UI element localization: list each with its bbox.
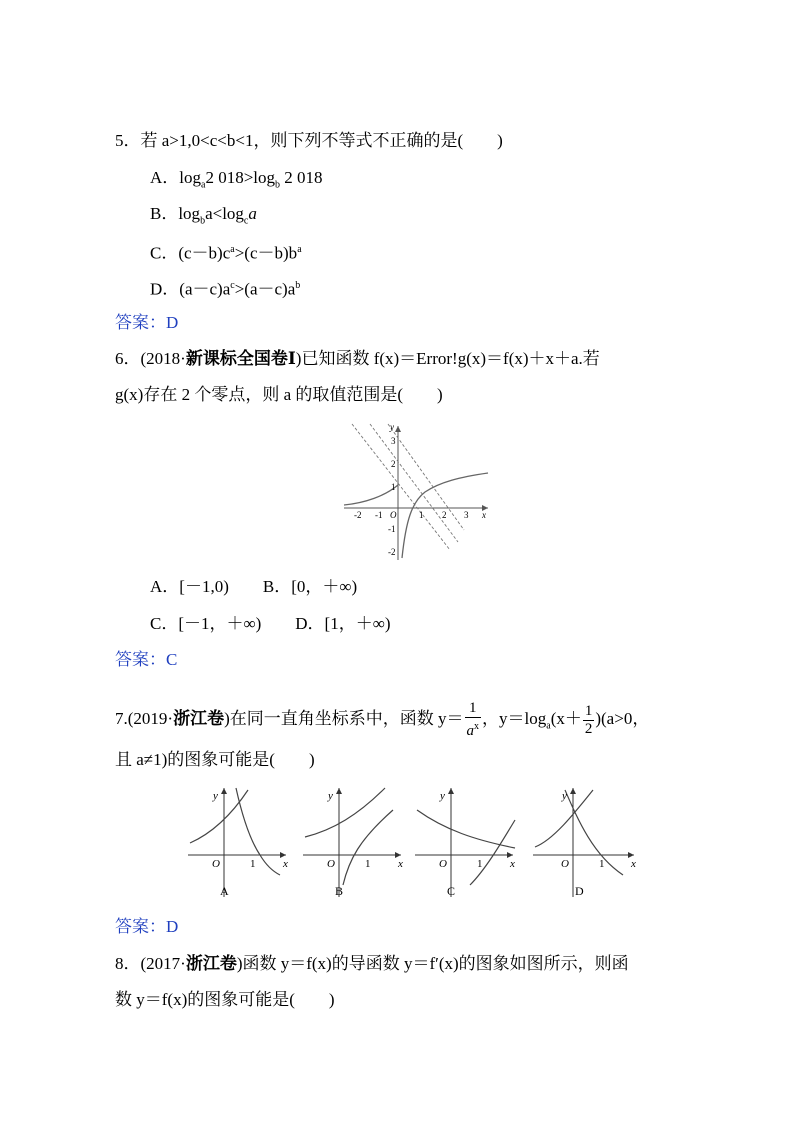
q5-option-d: D．$(a-c)a^c>(a-c)a^b$	[150, 279, 301, 299]
svg-text:O: O	[439, 858, 447, 870]
q5-answer: 答案：D	[115, 313, 179, 332]
q8-stem-line2: 数 y＝f(x)的图象可能是( )	[115, 990, 335, 1009]
q7-stem-line2: 且 a≠1)的图象可能是( )	[115, 750, 315, 769]
fraction-1-over-2: $\frac{1}{2}$	[584, 702, 593, 737]
y-tick-neg2: -2	[388, 547, 396, 557]
svg-text:A: A	[220, 884, 229, 898]
svg-text:x: x	[283, 858, 288, 870]
q6-stem-line1: 6．(2018·新课标全国卷Ⅰ)已知函数 f(x)＝Error!g(x)＝f(x)＋x＋a.若	[115, 349, 600, 368]
q5-option-c: C．$(c-b)c^a>(c-b)b^a$	[150, 243, 302, 263]
y-tick-neg1: -1	[388, 524, 396, 534]
q7-panel-d	[533, 785, 641, 900]
svg-text:B: B	[335, 884, 344, 898]
svg-text:y: y	[440, 790, 445, 802]
q5-option-a: A．$\log_a2$ $018>\log_b$ 2 018	[150, 168, 323, 191]
q6-options-cd: C．[－1，＋∞) D．[1，＋∞)	[150, 614, 391, 633]
svg-text:y: y	[328, 790, 333, 802]
q5-option-b: B．$\log_ba<\log_ca$	[150, 204, 257, 227]
y-tick-1: 1	[391, 482, 396, 492]
x-tick-2: 2	[442, 510, 447, 520]
q6-function-graph	[340, 420, 495, 565]
x-tick-3: 3	[464, 510, 469, 520]
q8-stem-line1: 8．(2017·浙江卷)函数 y＝f(x)的导函数 y＝f′(x)的图象如图所示，则函	[115, 954, 629, 973]
svg-text:D: D	[575, 884, 584, 898]
svg-text:O: O	[561, 858, 569, 870]
q7-stem-line1: 7.(2019·浙江卷)在同一直角坐标系中，函数 y＝ $\frac{1}{a^x}$ ，$y=\log_a(x+$ $\frac{1}{2}$ )(a>0，	[115, 700, 650, 739]
q7-answer: 答案：D	[115, 917, 179, 936]
y-axis-label: y	[390, 422, 394, 432]
q5-stem: 5．若 a>1,0<c<b<1，则下列不等式不正确的是( )	[115, 131, 503, 150]
x-tick-neg2: -2	[354, 510, 362, 520]
svg-text:C: C	[447, 884, 456, 898]
x-axis-label: x	[482, 510, 486, 520]
origin-label: O	[390, 510, 397, 520]
q7-panel-a	[188, 785, 293, 900]
svg-text:y: y	[213, 790, 218, 802]
svg-text:O: O	[212, 858, 220, 870]
svg-text:O: O	[327, 858, 335, 870]
svg-text:1: 1	[365, 858, 371, 870]
svg-text:y: y	[562, 790, 567, 802]
fraction-1-over-a-x: $\frac{1}{a^x}$	[466, 700, 479, 739]
q7-panel-b	[303, 785, 408, 900]
svg-text:x: x	[398, 858, 403, 870]
svg-text:1: 1	[250, 858, 256, 870]
x-tick-neg1: -1	[375, 510, 383, 520]
q6-options-ab: A．[－1,0) B．[0，＋∞)	[150, 577, 358, 596]
svg-text:x: x	[631, 858, 636, 870]
y-tick-2: 2	[391, 459, 396, 469]
svg-text:x: x	[510, 858, 515, 870]
q7-panel-c	[415, 785, 520, 900]
svg-text:1: 1	[599, 858, 605, 870]
q6-answer: 答案：C	[115, 650, 178, 669]
dashed-line-3	[388, 424, 464, 530]
q6-stem-line2: g(x)存在 2 个零点，则 a 的取值范围是( )	[115, 385, 443, 404]
y-tick-3: 3	[391, 436, 396, 446]
svg-text:1: 1	[477, 858, 483, 870]
x-tick-1: 1	[419, 510, 424, 520]
exp-curve	[344, 485, 398, 505]
